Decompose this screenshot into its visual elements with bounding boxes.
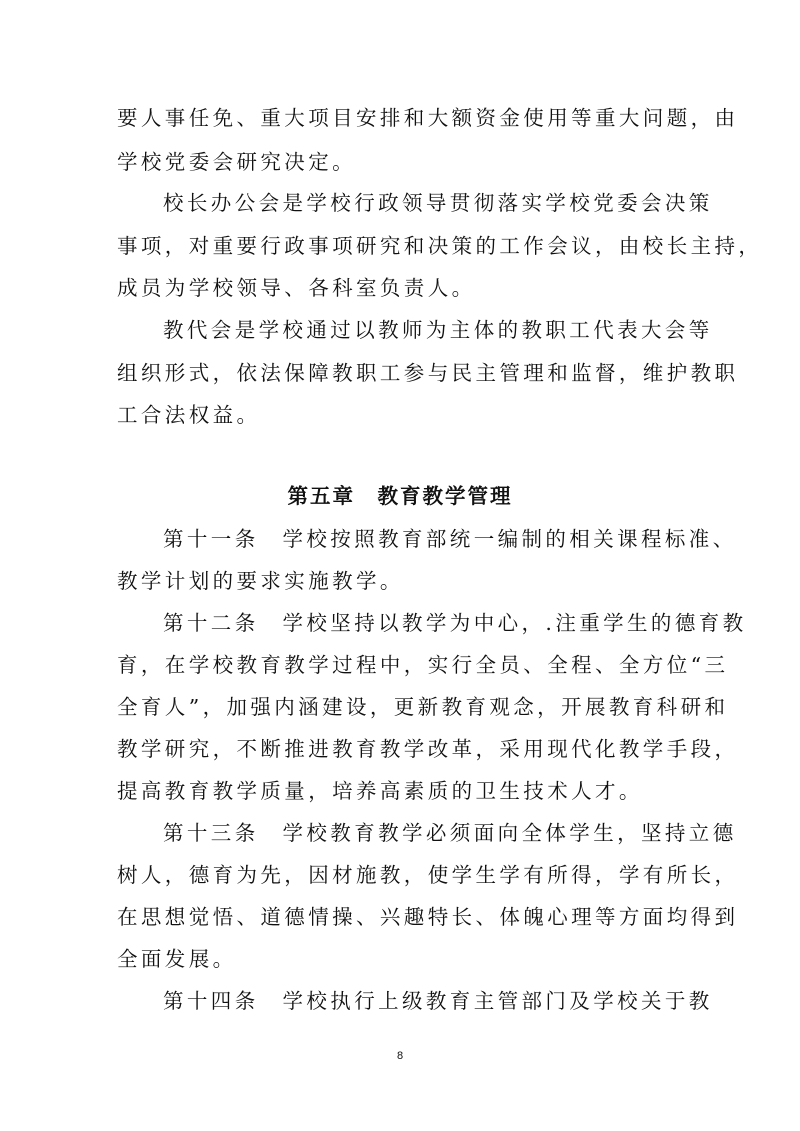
text-line: 工合法权益。 bbox=[117, 403, 261, 427]
article-start-line: 第十一条 学校按照教育部统一编制的相关课程标准、 bbox=[163, 527, 737, 551]
article-start-line: 第十四条 学校执行上级教育主管部门及学校关于教 bbox=[163, 989, 713, 1013]
paragraph-start-line: 校长办公会是学校行政领导贯彻落实学校党委会决策 bbox=[163, 191, 713, 215]
text-line: 成员为学校领导、各科室负责人。 bbox=[117, 276, 476, 300]
article-start-line: 第十二条 学校坚持以教学为中心，.注重学生的德育教 bbox=[163, 611, 747, 635]
text-line: 提高教育教学质量，培养高素质的卫生技术人才。 bbox=[117, 779, 643, 803]
text-line: 育，在学校教育教学过程中，实行全员、全程、全方位“三 bbox=[117, 653, 729, 677]
text-line: 教学研究，不断推进教育教学改革，采用现代化教学手段， bbox=[117, 737, 739, 761]
text-line: 树人，德育为先，因材施教，使学生学有所得，学有所长， bbox=[117, 863, 739, 887]
text-line: 要人事任免、重大项目安排和大额资金使用等重大问题，由 bbox=[117, 106, 739, 130]
text-line: 全面发展。 bbox=[117, 947, 237, 971]
paragraph-start-line: 教代会是学校通过以教师为主体的教职工代表大会等 bbox=[163, 318, 713, 342]
text-line: 全育人”，加强内涵建设，更新教育观念，开展教育科研和 bbox=[117, 695, 729, 719]
text-line: 教学计划的要求实施教学。 bbox=[117, 569, 404, 593]
article-start-line: 第十三条 学校教育教学必须面向全体学生，坚持立德 bbox=[163, 821, 737, 845]
page-number: 8 bbox=[396, 1050, 404, 1062]
text-line: 事项，对重要行政事项研究和决策的工作会议，由校长主持， bbox=[117, 234, 763, 258]
text-line: 在思想觉悟、道德情操、兴趣特长、体魄心理等方面均得到 bbox=[117, 905, 739, 929]
text-line: 学校党委会研究决定。 bbox=[117, 150, 356, 174]
text-line: 组织形式，依法保障教职工参与民主管理和监督，维护教职 bbox=[117, 361, 739, 385]
chapter-heading: 第五章 教育教学管理 bbox=[287, 484, 513, 508]
